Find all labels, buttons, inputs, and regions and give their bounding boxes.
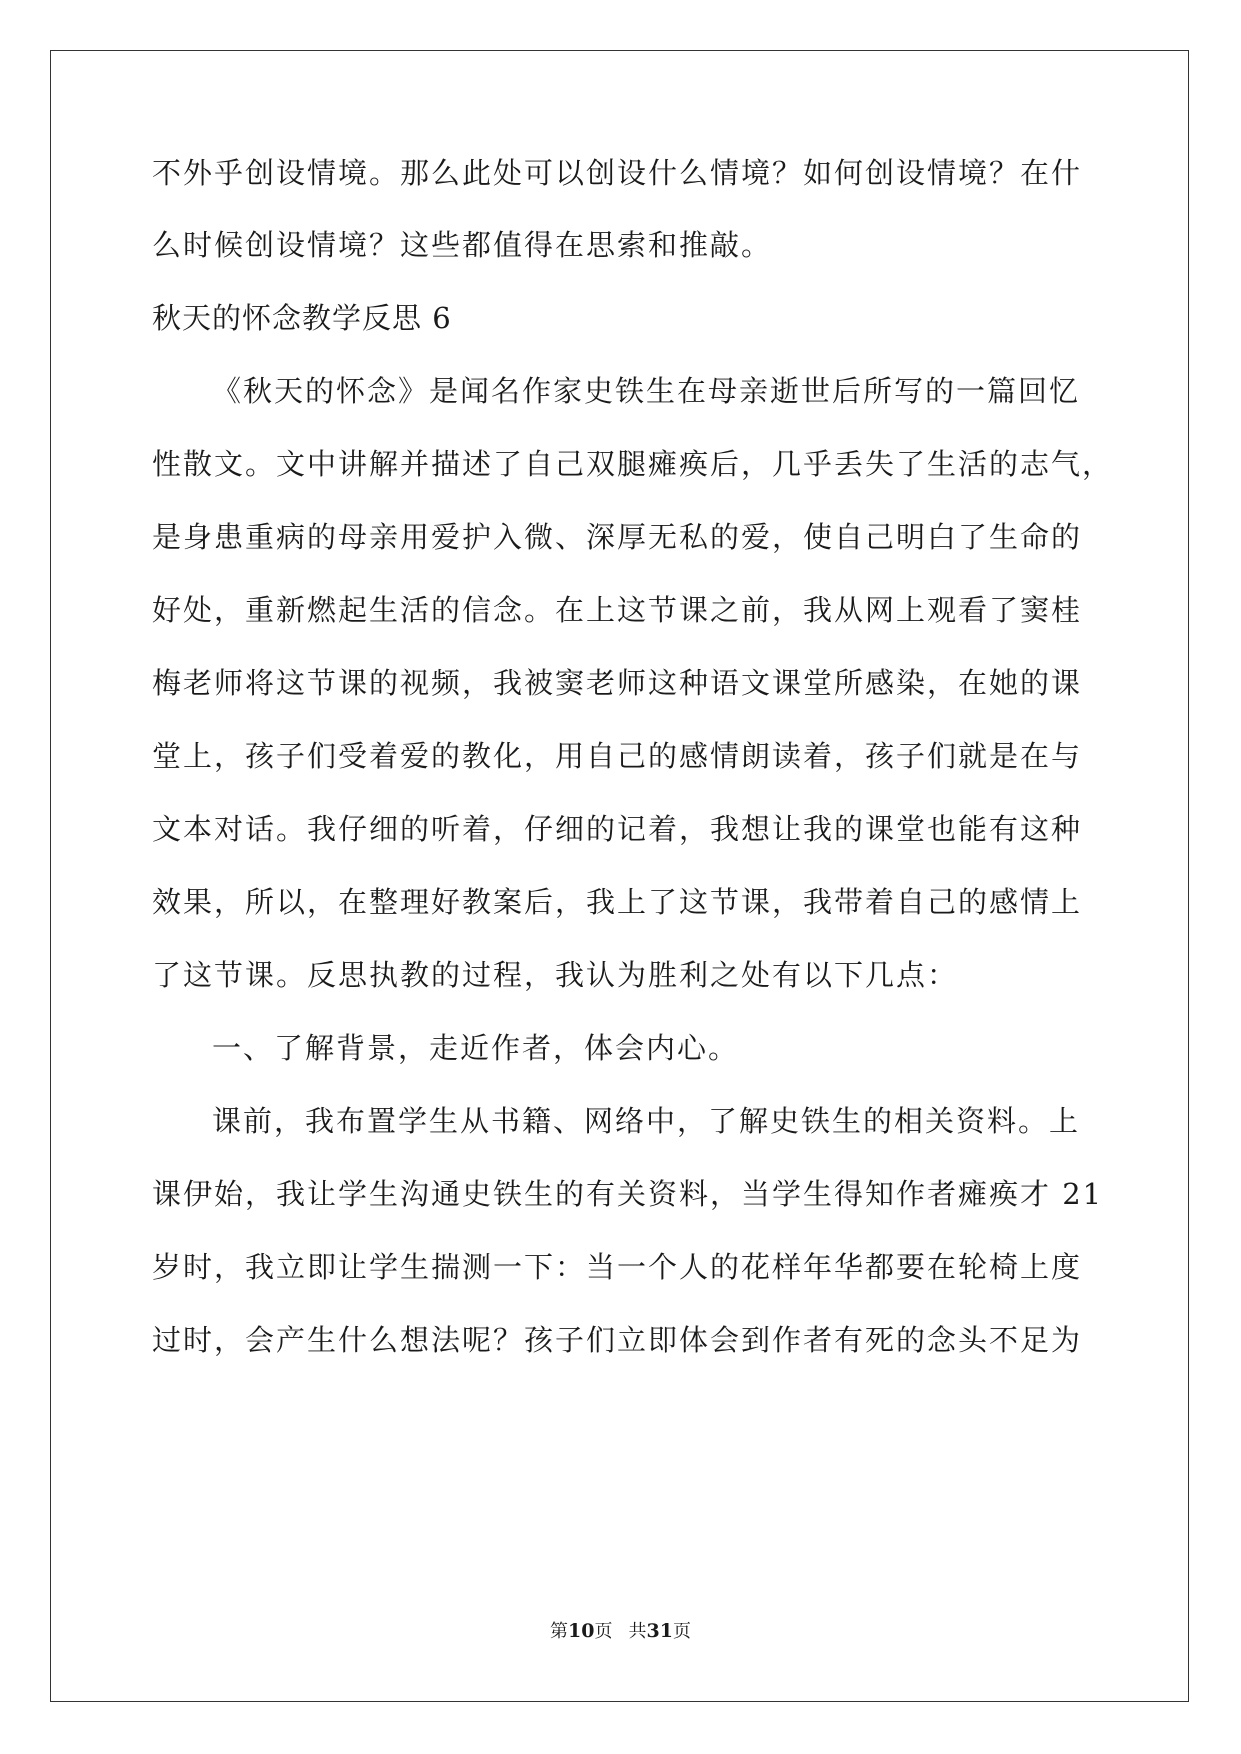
total-prefix: 共 [628, 1621, 647, 1642]
paragraph-line: 性散文。文中讲解并描述了自己双腿瘫痪后，几乎丢失了生活的志气， [152, 447, 1114, 481]
paragraph-line: 是身患重病的母亲用爱护入微、深厚无私的爱，使自己明白了生命的 [152, 520, 1083, 554]
page-prefix: 第 [550, 1621, 569, 1642]
page-suffix: 页 [594, 1621, 613, 1642]
section-heading: 秋天的怀念教学反思 6 [152, 301, 452, 335]
paragraph-line: 文本对话。我仔细的听着，仔细的记着，我想让我的课堂也能有这种 [152, 812, 1083, 846]
paragraph-line: 《秋天的怀念》是闻名作家史铁生在母亲逝世后所写的一篇回忆 [212, 374, 1081, 408]
paragraph-line: 好处，重新燃起生活的信念。在上这节课之前，我从网上观看了窦桂 [152, 593, 1083, 627]
total-suffix: 页 [672, 1621, 691, 1642]
paragraph-line: 了这节课。反思执教的过程，我认为胜利之处有以下几点： [152, 958, 959, 992]
paragraph-line: 过时，会产生什么想法呢？孩子们立即体会到作者有死的念头不足为 [152, 1323, 1083, 1357]
paragraph-line: 课伊始，我让学生沟通史铁生的有关资料，当学生得知作者瘫痪才 21 [152, 1177, 1104, 1211]
total-pages: 31 [646, 1620, 673, 1642]
paragraph-line: 不外乎创设情境。那么此处可以创设什么情境？如何创设情境？在什 [152, 156, 1083, 190]
page-number: 10 [568, 1620, 595, 1642]
list-heading: 一、了解背景，走近作者，体会内心。 [212, 1031, 740, 1065]
paragraph-line: 课前，我布置学生从书籍、网络中，了解史铁生的相关资料。上 [212, 1104, 1081, 1138]
paragraph-line: 岁时，我立即让学生揣测一下：当一个人的花样年华都要在轮椅上度 [152, 1250, 1083, 1284]
paragraph-line: 梅老师将这节课的视频，我被窦老师这种语文课堂所感染，在她的课 [152, 666, 1083, 700]
page-footer [0, 1619, 1241, 1644]
paragraph-line: 堂上，孩子们受着爱的教化，用自己的感情朗读着，孩子们就是在与 [152, 739, 1083, 773]
paragraph-line: 效果，所以，在整理好教案后，我上了这节课，我带着自己的感情上 [152, 885, 1083, 919]
paragraph-line: 么时候创设情境？这些都值得在思索和推敲。 [152, 228, 773, 262]
